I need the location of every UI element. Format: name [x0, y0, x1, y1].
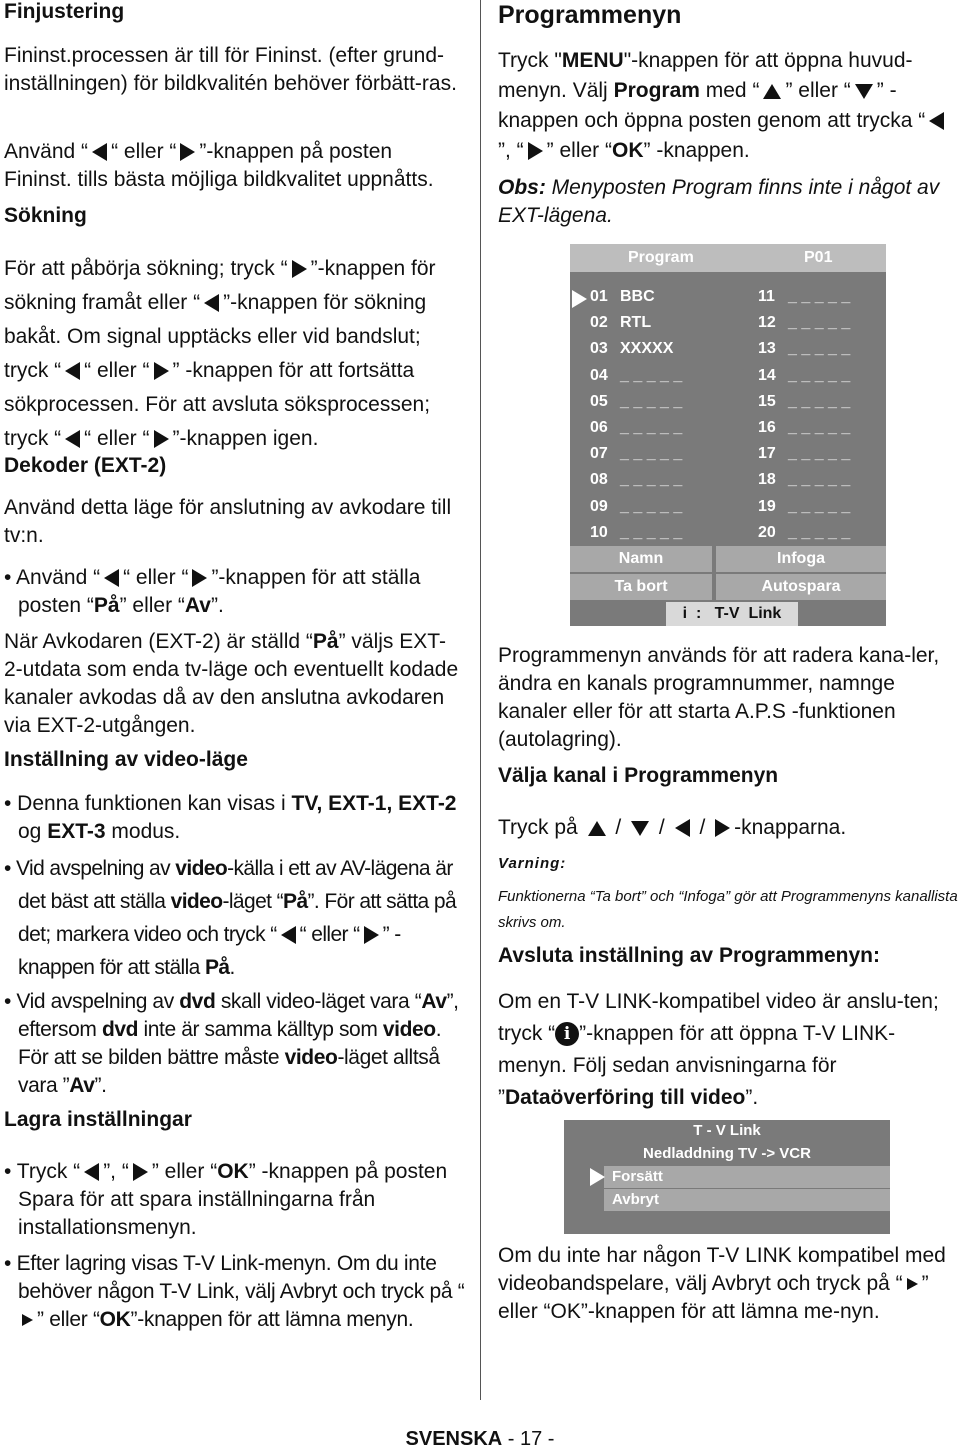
bullet-video-2: • Vid avspelning av video-källa i ett av AV-lägena är det bäst att ställa video-läget “På”. För att sätta på det; markera video och tryck “ “ eller “ ” -knappen för att ställa På.	[4, 857, 457, 979]
heading-programmenyn: Programmenyn	[498, 1, 682, 29]
channel-number: 06	[590, 419, 608, 436]
selection-cursor-icon	[590, 1168, 605, 1186]
channel-number: 05	[590, 392, 608, 410]
varning-label: Varning:	[498, 855, 567, 872]
channel-name[interactable]: _ _ _ _ _	[788, 523, 851, 541]
program-menu	[570, 244, 886, 626]
page-footer	[0, 1428, 960, 1451]
channel-name[interactable]: _ _ _ _ _	[620, 419, 683, 436]
right-arrow-icon	[364, 926, 379, 944]
left-arrow-icon	[675, 819, 690, 837]
right-arrow-icon	[154, 362, 169, 380]
channel-number: 15	[758, 392, 776, 410]
channel-number: 14	[758, 366, 776, 384]
bullet-dekoder: • Använd “ “ eller “ ”-knappen för att ställa posten “På” eller “Av”.	[4, 566, 421, 617]
para-anvand-fininst: Använd “ “ eller “ ”-knappen på posten Fininst. tills bästa möjliga bildkvalitet uppnåtts.	[4, 140, 434, 191]
left-arrow-icon	[65, 430, 80, 448]
channel-name[interactable]: XXXXX	[620, 340, 674, 358]
channel-name[interactable]: _ _ _ _ _	[788, 497, 851, 515]
channel-number: 19	[758, 497, 776, 515]
channel-number: 09	[590, 497, 608, 515]
forsatt-option[interactable]: Forsätt	[604, 1166, 890, 1188]
infoga-button[interactable]: Infoga	[716, 546, 886, 572]
program-menu-header	[570, 244, 886, 272]
para-avkodaren: När Avkodaren (EXT-2) är ställd “På” väljs EXT-2-utdata som enda tv-läge och eventuellt kodade kanaler avkodas då av den anslutna avkodaren via EXT-2-utgången.	[4, 630, 459, 737]
right-arrow-icon	[192, 569, 207, 587]
channel-number: 01	[590, 288, 608, 305]
program-menu-position: P01	[804, 249, 833, 266]
up-arrow-icon	[763, 84, 781, 99]
bullet-lagra-1: • Tryck “ ”, “ ” eller “OK” -knappen på posten Spara för att spara inställningarna från installationsmenyn.	[4, 1160, 448, 1239]
channel-number: 16	[758, 419, 776, 436]
channel-name[interactable]: _ _ _ _ _	[620, 445, 683, 463]
channel-number: 07	[590, 445, 608, 463]
channel-number: 13	[758, 340, 776, 358]
ta-bort-button[interactable]: Ta bort	[570, 574, 712, 600]
bullet-video-1: • Denna funktionen kan visas i TV, EXT-1, EXT-2 og EXT-3 modus.	[4, 792, 457, 843]
channel-number: 04	[590, 366, 608, 384]
play-arrow-icon	[22, 1314, 33, 1326]
channel-number: 20	[758, 523, 776, 541]
channel-number: 02	[590, 314, 608, 332]
footer-page-number: - 17 -	[502, 1428, 555, 1450]
right-arrow-icon	[154, 430, 169, 448]
para-dekoder: Använd detta läge för anslutning av avkodare till tv:n.	[4, 496, 452, 547]
tv-link-menu	[564, 1120, 890, 1234]
heading-valja-kanal: Välja kanal i Programmenyn	[498, 764, 779, 787]
heading-avsluta: Avsluta inställning av Programmenyn:	[498, 944, 880, 967]
right-arrow-icon	[528, 142, 543, 160]
program-menu-title: Program	[628, 249, 694, 266]
para-tryck-menu: Tryck "MENU"-knappen för att öppna huvud-menyn. Välj Program med “ ” eller “ ” -knappen och öppna posten genom att trycka “”, “ ” eller “OK” -knappen.	[498, 46, 958, 166]
channel-name[interactable]: _ _ _ _ _	[788, 366, 851, 384]
heading-dekoder: Dekoder (EXT-2)	[4, 454, 167, 477]
heading-finjustering: Finjustering	[4, 0, 125, 23]
column-divider	[480, 0, 481, 1400]
channel-name[interactable]: _ _ _ _ _	[620, 392, 683, 410]
channel-name[interactable]: RTL	[620, 314, 652, 332]
channel-number: 03	[590, 340, 608, 358]
selection-cursor-icon	[572, 290, 587, 308]
para-funktionerna: Funktionerna “Ta bort” och “Infoga” gör att Programmenyns kanallista skrivs om.	[498, 888, 958, 931]
channel-name[interactable]: _ _ _ _ _	[788, 471, 851, 489]
channel-name[interactable]: _ _ _ _ _	[788, 288, 851, 305]
heading-lagra: Lagra inställningar	[4, 1108, 192, 1131]
left-arrow-icon	[104, 569, 119, 587]
left-arrow-icon	[281, 926, 296, 944]
bullet-video-3: • Vid avspelning av dvd skall video-läget vara “Av”, eftersom dvd inte är samma källtyp som video. För att se bilden bättre måste video-läget alltså vara ”Av”.	[4, 990, 459, 1097]
down-arrow-icon	[855, 84, 873, 99]
channel-number: 12	[758, 314, 776, 332]
channel-number: 08	[590, 471, 608, 489]
right-arrow-icon	[715, 819, 730, 837]
footer-language: SVENSKA	[405, 1428, 503, 1450]
para-anvands: Programmenyn används för att radera kana-ler, ändra en kanals programnummer, namnge kanaler eller för att starta A.P.S -funktionen (autolagring).	[498, 644, 940, 751]
channel-name[interactable]: _ _ _ _ _	[788, 445, 851, 463]
left-arrow-icon	[84, 1163, 99, 1181]
tv-link-download: Nedladdning TV -> VCR	[643, 1145, 811, 1162]
info-icon: i	[555, 1022, 579, 1046]
channel-name[interactable]: _ _ _ _ _	[788, 419, 851, 436]
channel-name[interactable]: _ _ _ _ _	[620, 497, 683, 515]
down-arrow-icon	[631, 821, 649, 836]
right-arrow-icon	[180, 143, 195, 161]
up-arrow-icon	[588, 821, 606, 836]
para-obs: Obs: Menyposten Program finns inte i något av EXT-lägena.	[498, 176, 940, 227]
bullet-lagra-2: • Efter lagring visas T-V Link-menyn. Om du inte behöver någon T-V Link, välj Avbryt och tryck på “” eller “OK”-knappen för att lämna menyn.	[4, 1252, 465, 1331]
channel-name[interactable]: BBC	[620, 288, 655, 305]
left-arrow-icon	[929, 112, 944, 130]
channel-number: 18	[758, 471, 776, 489]
channel-name[interactable]: _ _ _ _ _	[620, 523, 683, 541]
channel-number: 17	[758, 445, 776, 463]
left-arrow-icon	[65, 362, 80, 380]
channel-number: 11	[758, 288, 775, 305]
left-arrow-icon	[204, 294, 219, 312]
left-arrow-icon	[92, 143, 107, 161]
tv-link-button[interactable]: i : T-V Link	[666, 602, 798, 626]
namn-button[interactable]: Namn	[570, 546, 712, 572]
avbryt-option[interactable]: Avbryt	[604, 1189, 890, 1211]
channel-name[interactable]: _ _ _ _ _	[788, 340, 851, 358]
play-arrow-icon	[907, 1278, 918, 1290]
channel-name[interactable]: _ _ _ _ _	[788, 392, 851, 410]
channel-name[interactable]: _ _ _ _ _	[788, 314, 851, 332]
autospara-button[interactable]: Autospara	[716, 574, 886, 600]
tv-link-title: T - V Link	[693, 1122, 761, 1139]
right-arrow-icon	[292, 260, 307, 278]
right-arrow-icon	[133, 1163, 148, 1181]
channel-name[interactable]: _ _ _ _ _	[620, 471, 683, 489]
para-finjustering: Fininst.processen är till för Fininst. (efter grund-inställningen) för bildkvalitén behöver förbätt-ras.	[4, 44, 457, 95]
para-om-du-inte: Om du inte har någon T-V LINK kompatibel med videobandspelare, välj Avbryt och tryck på “ ” eller “OK”-knappen för att lämna me-nyn.	[498, 1244, 946, 1323]
channel-name[interactable]: _ _ _ _ _	[620, 366, 683, 384]
para-tv-link: Om en T-V LINK-kompatibel video är anslu-ten; tryck “ i ”-knappen för att öppna T-V LINK-menyn. Följ sedan anvisningarna för ”Dataöverföring till video”.	[498, 990, 939, 1109]
para-tryck-pa: Tryck på / / / -knapparna.	[498, 816, 847, 839]
para-sokning: För att påbörja sökning; tryck “ ”-knappen för sökning framåt eller “ ”-knappen för sökning bakåt. Om signal upptäcks eller vid bandslut; tryck “ “ eller “ ” -knappen för att fortsätta sökprocessen. För att avsluta söksprocessen; tryck “ “ eller “ ”-knappen igen.	[4, 257, 436, 450]
channel-number: 10	[590, 523, 608, 541]
heading-video-lage: Inställning av video-läge	[4, 748, 248, 771]
heading-sokning: Sökning	[4, 204, 87, 227]
